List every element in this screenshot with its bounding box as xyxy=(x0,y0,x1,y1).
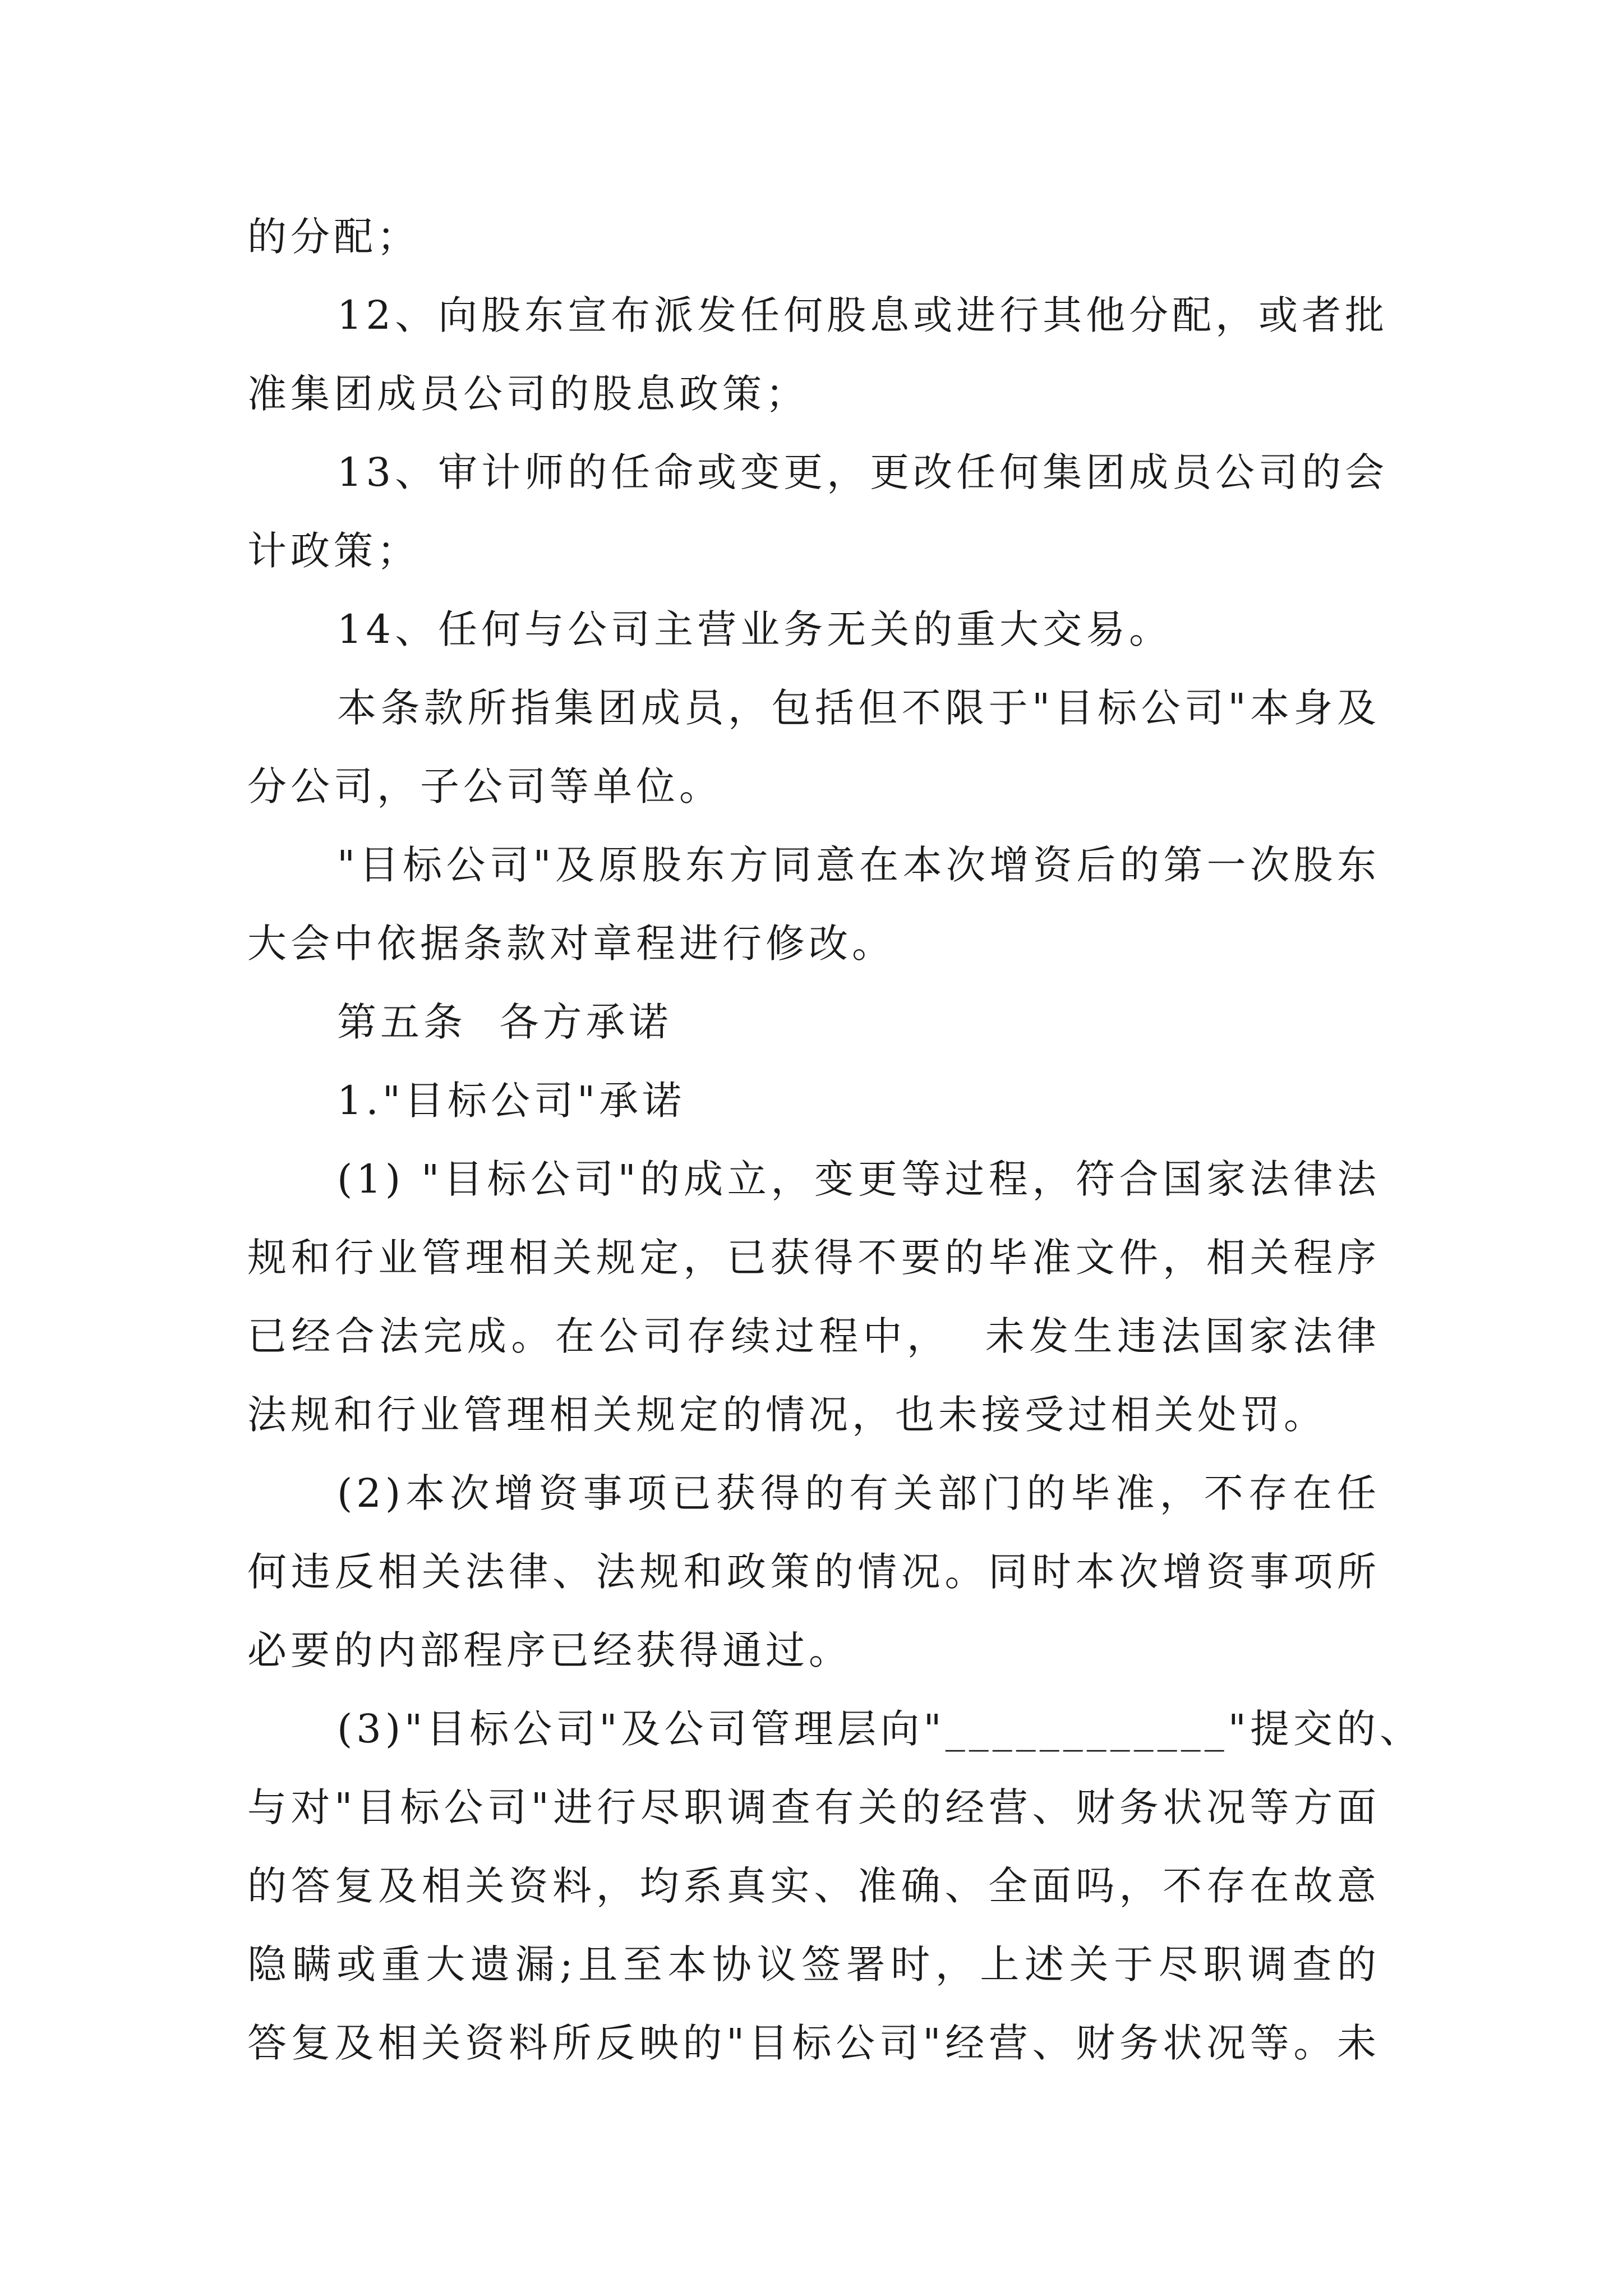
commitment-3-line-5: 答复及相关资料所反映的"目标公司"经营、财务状况等。未 xyxy=(247,2020,1380,2066)
commitment-1-line-2: 规和行业管理相关规定，已获得不要的毕准文件，相关程序 xyxy=(247,1235,1380,1281)
commitment-2-line-3: 必要的内部程序已经获得通过。 xyxy=(247,1627,852,1673)
charter-amendment-line-2: 大会中依据条款对章程进行修改。 xyxy=(247,921,895,967)
commitment-3-line-1: (3)"目标公司"及公司管理层向"____________"提交的、 xyxy=(337,1706,1423,1752)
group-member-note-line-2: 分公司，子公司等单位。 xyxy=(247,763,722,809)
commitment-2-line-1: (2)本次增资事项已获得的有关部门的毕准，不存在任 xyxy=(337,1470,1380,1516)
commitment-3-line-3: 的答复及相关资料，均系真实、准确、全面吗，不存在故意 xyxy=(247,1863,1380,1909)
target-company-commitments-heading: 1."目标公司"承诺 xyxy=(337,1078,686,1124)
charter-amendment-line-1: "目标公司"及原股东方同意在本次增资后的第一次股东 xyxy=(337,842,1380,888)
clause-12-line-2: 准集团成员公司的股息政策； xyxy=(247,371,809,417)
commitment-1-line-1: (1) "目标公司"的成立，变更等过程，符合国家法律法 xyxy=(337,1156,1380,1202)
commitment-1-line-4: 法规和行业管理相关规定的情况，也未接受过相关处罚。 xyxy=(247,1392,1327,1438)
article-5-heading: 第五条 各方承诺 xyxy=(337,999,672,1045)
clause-12-line-1: 12、向股东宣布派发任何股息或进行其他分配，或者批 xyxy=(337,292,1389,338)
clause-14-line: 14、任何与公司主营业务无关的重大交易。 xyxy=(337,606,1173,652)
commitment-1-line-3: 已经合法完成。在公司存续过程中， 未发生违法国家法律 xyxy=(247,1313,1380,1359)
commitment-3-line-4: 隐瞒或重大遗漏;且至本协议签署时，上述关于尽职调查的 xyxy=(247,1941,1380,1987)
commitment-3-line-2: 与对"目标公司"进行尽职调查有关的经营、财务状况等方面 xyxy=(247,1784,1380,1830)
commitment-2-line-2: 何违反相关法律、法规和政策的情况。同时本次增资事项所 xyxy=(247,1549,1380,1595)
clause-13-line-2: 计政策； xyxy=(247,528,420,574)
group-member-note-line-1: 本条款所指集团成员，包括但不限于"目标公司"本身及 xyxy=(337,685,1380,731)
clause-13-line-1: 13、审计师的任命或变更，更改任何集团成员公司的会 xyxy=(337,449,1389,495)
body-line-1: 的分配； xyxy=(247,214,420,260)
